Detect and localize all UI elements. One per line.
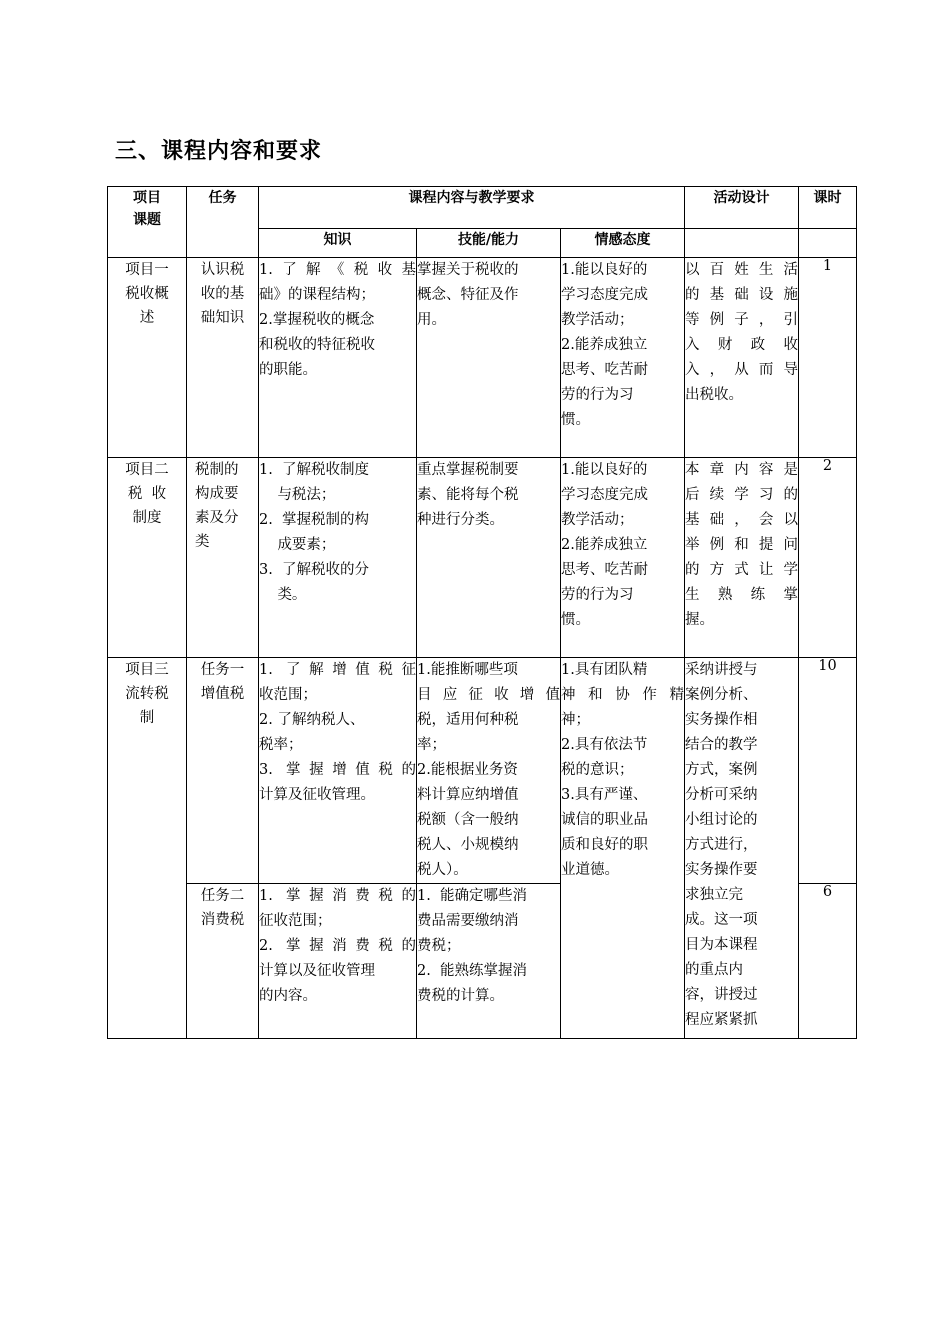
knowledge-cell: 1. 了解增值税征 收范围； 2. 了解纳税人、 税率； 3. 掌握增值税的 计算及征收管理。 [259, 658, 417, 884]
attitude-cell: 1.具有团队精 神和协作精 神； 2.具有依法节 税的意识； 3.具有严谨、 诚信的职业品 质和良好的职 业道德。 [561, 658, 685, 1039]
header-activity-blank [685, 229, 799, 258]
header-content-requirements: 课程内容与教学要求 [259, 187, 685, 229]
hours-cell: 6 [799, 884, 857, 1039]
header-task: 任务 [187, 187, 259, 258]
section-title: 三、课程内容和要求 [115, 139, 323, 164]
task-cell: 任务一 增值税 [187, 658, 259, 884]
header-knowledge: 知识 [259, 229, 417, 258]
header-skills: 技能/能力 [417, 229, 561, 258]
skills-cell: 重点掌握税制要 素、能将每个税 种进行分类。 [417, 458, 561, 658]
hours-cell: 1 [799, 258, 857, 458]
skills-cell: 1.能推断哪些项 目应征收增值 税，适用何种税 率； 2.能根据业务资 料计算应纳增值 税额（含一般纳 税人、小规模纳 税人）。 [417, 658, 561, 884]
activity-cell: 本章内容是 后续学习的 基础，会以 举例和提问 的方式让学 生熟练掌 握。 [685, 458, 799, 658]
header-hours-blank [799, 229, 857, 258]
task-cell: 税制的 构成要 素及分 类 [187, 458, 259, 658]
header-hours: 课时 [799, 187, 857, 229]
attitude-cell: 1.能以良好的 学习态度完成 教学活动； 2.能养成独立 思考、吃苦耐 劳的行为习 惯。 [561, 458, 685, 658]
task-cell: 任务二 消费税 [187, 884, 259, 1039]
hours-cell: 2 [799, 458, 857, 658]
header-activity-design: 活动设计 [685, 187, 799, 229]
project-cell: 项目二 税 收 制度 [108, 458, 187, 658]
header-project-topic: 项目 课题 [108, 187, 187, 258]
knowledge-cell: 1. 了解税收制度 与税法； 2. 掌握税制的构 成要素； 3. 了解税收的分 类。 [259, 458, 417, 658]
skills-cell: 1. 能确定哪些消 费品需要缴纳消 费税； 2. 能熟练掌握消 费税的计算。 [417, 884, 561, 1039]
table-row [108, 258, 857, 458]
table-row [108, 658, 857, 884]
attitude-cell: 1.能以良好的 学习态度完成 教学活动； 2.能养成独立 思考、吃苦耐 劳的行为习 惯。 [561, 258, 685, 458]
activity-cell: 采纳讲授与 案例分析、 实务操作相 结合的教学 方式，案例 分析可采纳 小组讨论的 方式进行， 实务操作要 求独立完 成。这一项 目为本课程 的重点内 容，讲授过 程应紧紧抓 [685, 658, 799, 1039]
header-attitude: 情感态度 [561, 229, 685, 258]
hours-cell: 10 [799, 658, 857, 884]
table-row [108, 458, 857, 658]
knowledge-cell: 1. 掌握消费税的 征收范围； 2. 掌握消费税的 计算以及征收管理 的内容。 [259, 884, 417, 1039]
course-content-table [107, 186, 857, 1039]
activity-cell: 以百姓生活 的基础设施 等例子，引 入财政收 入，从而导 出税收。 [685, 258, 799, 458]
knowledge-cell: 1.了解《税收基 础》的课程结构； 2.掌握税收的概念 和税收的特征税收 的职能。 [259, 258, 417, 458]
project-cell: 项目三 流转税 制 [108, 658, 187, 1039]
project-cell: 项目一 税收概 述 [108, 258, 187, 458]
skills-cell: 掌握关于税收的 概念、特征及作 用。 [417, 258, 561, 458]
task-cell: 认识税 收的基 础知识 [187, 258, 259, 458]
